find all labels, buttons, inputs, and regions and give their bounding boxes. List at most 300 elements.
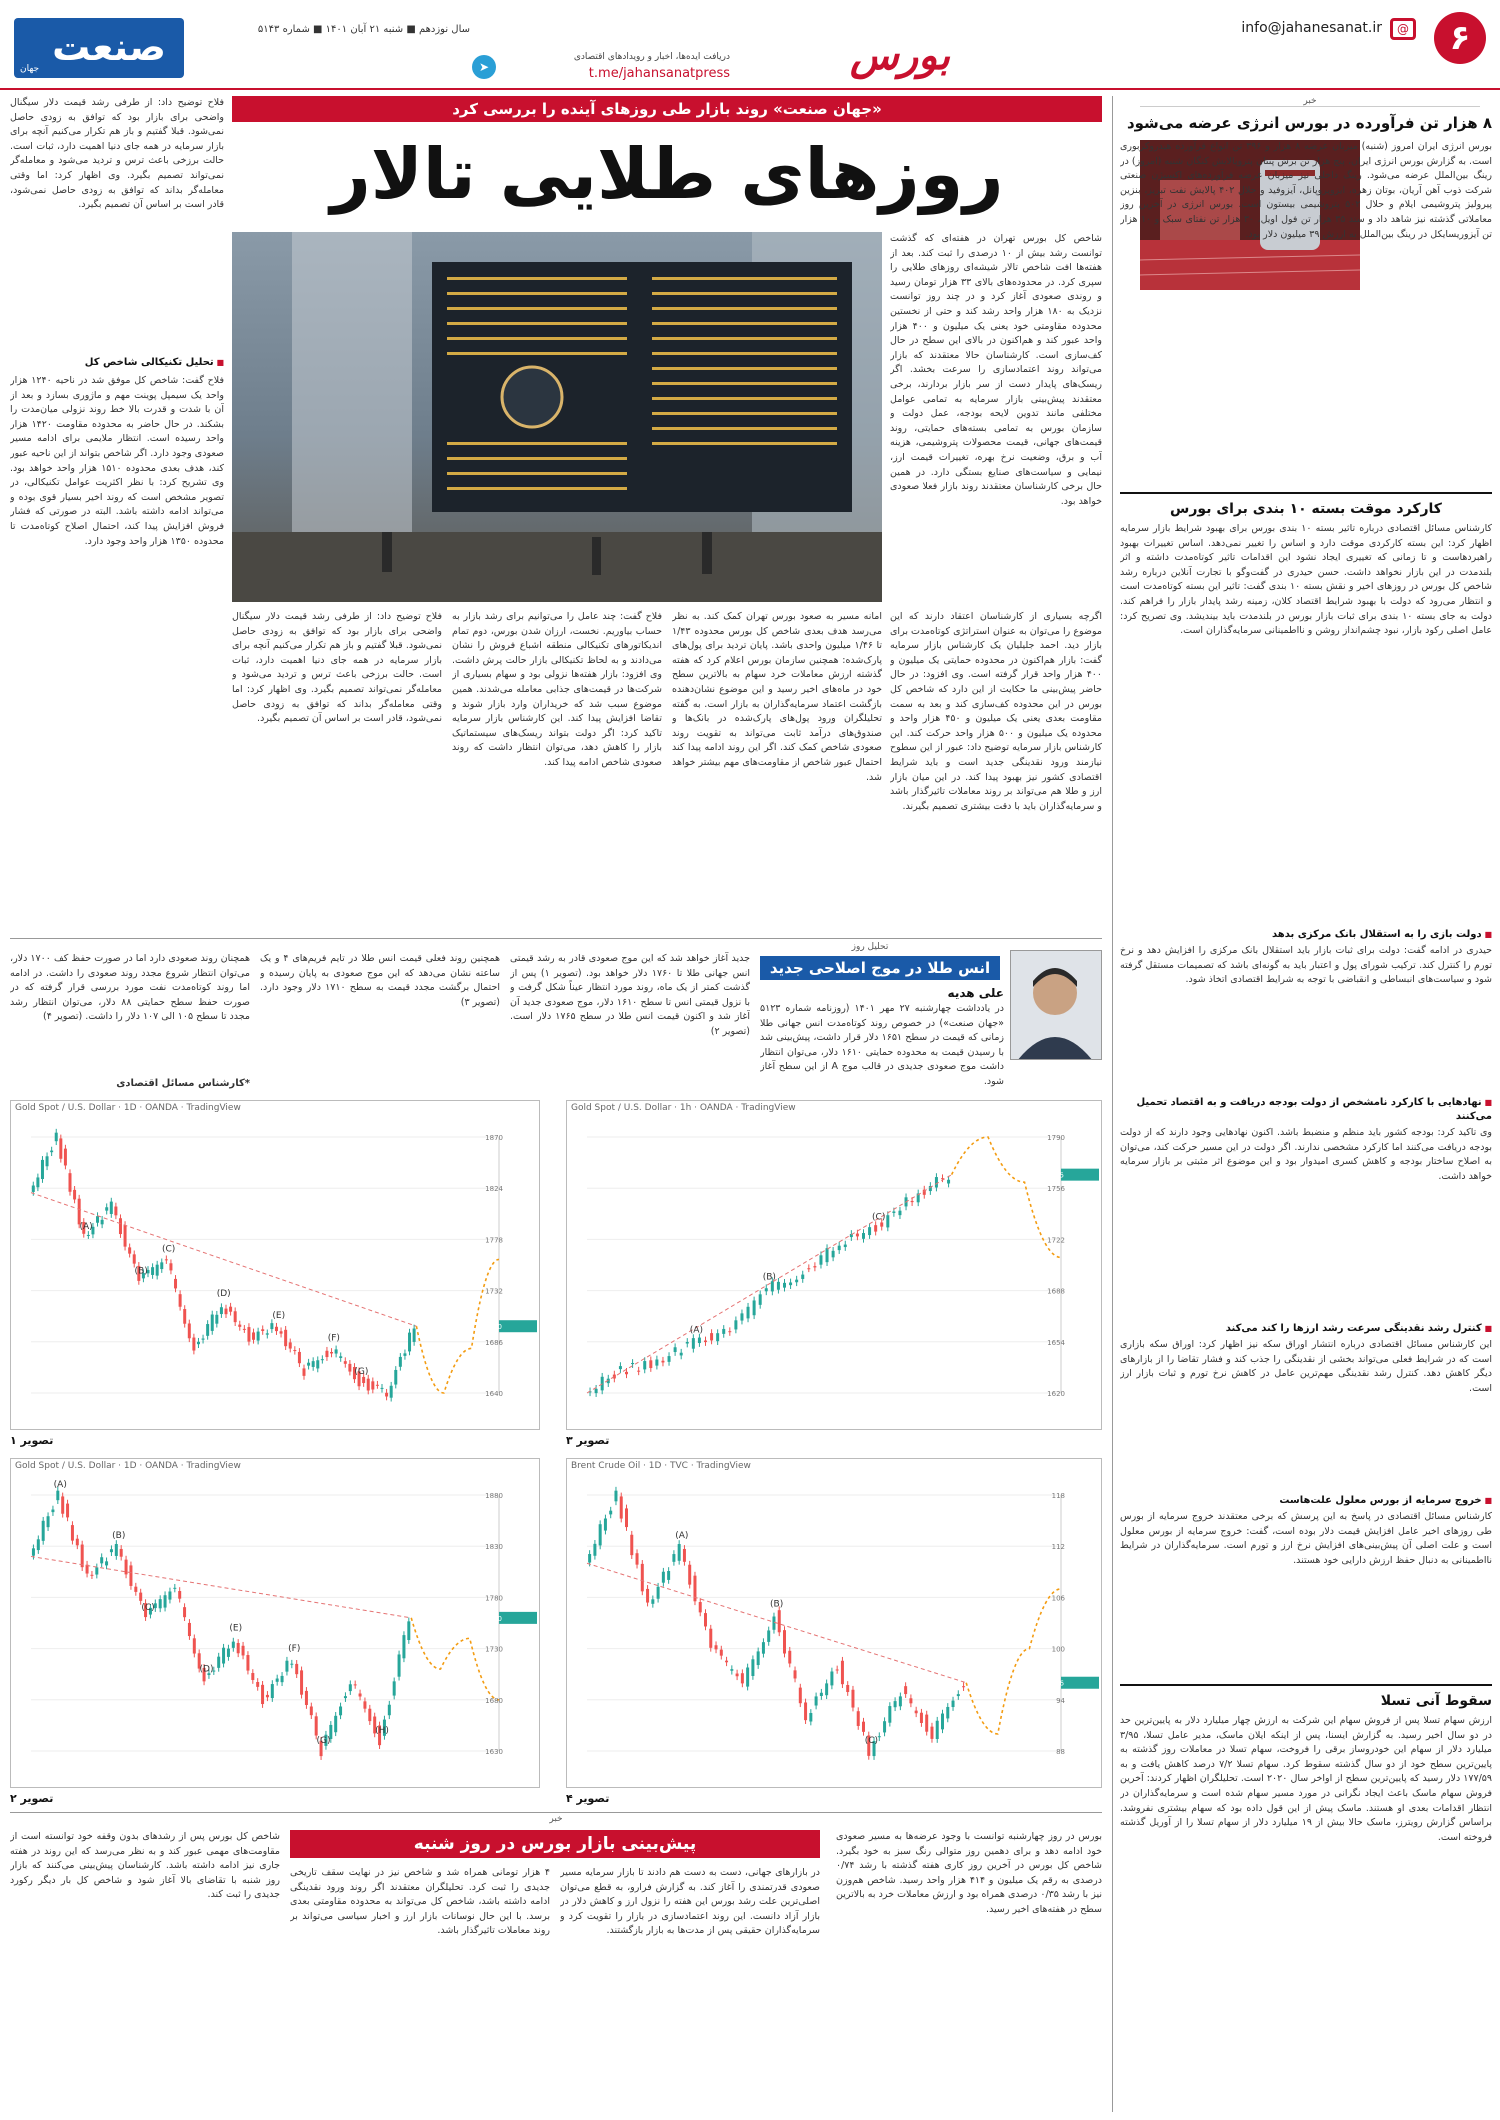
candle-body	[878, 1736, 881, 1737]
wave-label: (B)	[762, 1272, 776, 1283]
candle-body	[962, 1686, 965, 1687]
candle-body	[276, 1679, 279, 1682]
sidebar-subtext-3: این کارشناس مسائل اقتصادی درباره انتشار اوراق سکه نیز اظهار کرد: اوراق سکه بازاری است که در شرایط فعلی می‌تواند بخشی از نقدینگی را جذب کند و فشار تقاضا را از بازارهای دیگر کاهش دهد. کنترل رشد نقدینگی مهم‌ترین عامل در کاهش نرخ تورم و ثبات بازار ارز است.	[1120, 1339, 1492, 1394]
bottom-col-3: ۴ هزار تومانی همراه شد و شاخص نیز در نهایت سقف تاریخی جدیدی را ثبت کرد. تحلیلگران معتقدند اگر روند ورود نقدینگی ادامه داشته باشد، شاخص کل می‌تواند به محدوده مقاومتی بعدی برسد. با این حال نوسانات بازار ارز و اخبار سیاسی می‌تواند بر روند معاملات تاثیرگذار باشد.	[290, 1867, 550, 1937]
candle-body	[261, 1685, 264, 1704]
main-col-c: فلاح گفت: چند عامل را می‌توانیم برای رشد بازار به حساب بیاوریم. نخست، ارزان شدن بورس، دوم تمام اندیکاتورهای تکنیکالی منطقه اشباع فروش را نشان می‌دادند و به لحاظ تکنیکالی بازار حالت پرش داشت. وی افزود: بازار هفته‌ها نزولی بود و سهام بسیاری از شرکت‌ها در قیمت‌های جذابی معامله می‌شدند. همین موضوع سبب شد که خریداران وارد بازار شوند و تقاضا افزایش پیدا کند. این کارشناس بازار سرمایه تاکید کرد: اگر دولت بتواند ریسک‌های سیستماتیک بازار را کاهش دهد، می‌توان انتظار داشت که روند صعودی شاخص ادامه پیدا کند.	[452, 611, 662, 768]
candle-body	[139, 1593, 142, 1601]
candle-body	[354, 1684, 357, 1685]
candle-body	[290, 1664, 293, 1665]
candle-body	[183, 1309, 186, 1324]
candle-body	[133, 1254, 136, 1263]
candle-body	[183, 1607, 186, 1617]
sidebar-divider	[1112, 96, 1113, 2112]
candle-body	[232, 1642, 235, 1648]
candle-body	[637, 1371, 640, 1372]
wave-label: (B)	[134, 1266, 148, 1277]
candle-body	[710, 1333, 713, 1340]
candle-body	[349, 1684, 352, 1691]
candle-body	[251, 1673, 254, 1680]
candle-body	[36, 1177, 39, 1187]
candle-body	[868, 1227, 871, 1235]
candle-body	[285, 1661, 288, 1672]
candle-body	[807, 1268, 810, 1269]
candle-body	[704, 1613, 707, 1626]
candle-body	[376, 1385, 379, 1386]
candle-body	[78, 1199, 81, 1225]
candle-body	[799, 1688, 802, 1704]
candle-body	[114, 1207, 117, 1216]
candle-body	[246, 1655, 249, 1671]
candle-body	[32, 1548, 35, 1555]
sidebar-subhead-1: ■ دولت بازی را به استقلال بانک مرکزی بدهد	[1120, 928, 1492, 942]
candle-body	[759, 1294, 762, 1305]
candle-body	[37, 1539, 40, 1550]
candle-body	[105, 1561, 108, 1565]
candle-body	[87, 1235, 90, 1236]
wave-label: (C)	[161, 1244, 176, 1255]
candle-body	[192, 1338, 195, 1351]
sidebar-label-1: خبر	[1140, 96, 1480, 107]
gold-title: انس طلا در موج اصلاحی جدید	[760, 956, 1000, 980]
candle-body	[168, 1591, 171, 1599]
candle-body	[846, 1685, 849, 1692]
news2-text: کارشناس مسائل اقتصادی درباره تاثیر بسته ۱۰ بندی بورس برای بهبود شرایط بازار سرمایه اظهار کرد: این بسته کارکردی موقت دارد و اساس را تغییر نمی‌دهد. اساس تغییرات بهبود راهبردهاست و تا زمانی که تغییری ایجاد نشود این اقدامات تاثیر کوتاه‌مدت داشته و اثر بلندمدت در این بازار نخواهد داشت. حسن حیدری در گفت‌وگو با تجارت آنلاین درباره رشد شاخص کل بورس در روزهای اخیر و نقش بسته ۱۰ بندی گفت: تاثیر این بسته کوتاه‌مدت است و انتظار می‌رود که دولت با بهبود شرایط اقتصاد کلان، زمینه رشد پایدار بازار را فراهم کند. دولت به جای بسته ۱۰ بندی برای ثبات بازار بورس در بلندمدت باید بیندیشد. وی تصریح کرد: عامل اصلی رکود بازار، نبود چشم‌انداز روشن و نااطمینانی سرمایه‌گذاران است.	[1120, 523, 1492, 637]
candle-body	[388, 1705, 391, 1716]
candle-body	[734, 1320, 737, 1329]
price-tick-label: 1824	[485, 1185, 503, 1194]
candle-body	[825, 1683, 828, 1695]
candle-body	[692, 1338, 695, 1349]
trend-channel-line	[31, 1556, 411, 1617]
candle-body	[73, 1190, 76, 1200]
price-tick-label: 1732	[485, 1287, 503, 1296]
candle-body	[952, 1701, 955, 1707]
candle-body	[385, 1393, 388, 1397]
candle-body	[683, 1549, 686, 1562]
candle-body	[55, 1133, 58, 1142]
wave-label: (B)	[112, 1531, 126, 1542]
candle-body	[604, 1519, 607, 1531]
wave-label: (D)	[199, 1664, 214, 1675]
telegram-link[interactable]: t.me/jahansanatpress	[588, 66, 730, 81]
candle-body	[936, 1721, 939, 1739]
candle-body	[957, 1694, 960, 1696]
candle-body	[651, 1599, 654, 1603]
chart-panel-4	[566, 1458, 1102, 1788]
candle-body	[631, 1363, 634, 1364]
candle-body	[753, 1300, 756, 1315]
candle-body	[348, 1364, 351, 1372]
candle-body	[725, 1661, 728, 1663]
candle-body	[715, 1645, 718, 1649]
main-kicker: «جهان صنعت» روند بازار طی روزهای آینده را بررسی کرد	[232, 96, 1102, 122]
price-tick-label: 1756	[1047, 1185, 1065, 1194]
candle-body	[169, 1263, 172, 1270]
candle-body	[588, 1554, 591, 1563]
candle-body	[762, 1642, 765, 1654]
candle-body	[125, 1560, 128, 1575]
chart-3-caption: تصویر ۳	[566, 1434, 610, 1447]
candle-body	[892, 1212, 895, 1213]
trend-channel-line	[31, 1193, 416, 1327]
candle-body	[281, 1676, 284, 1682]
gold-text-3: همچنین روند فعلی قیمت انس طلا در تایم فریم‌های ۴ و یک ساعته نشان می‌دهد که این موج صعودی به پایان رسیده و احتمال برگشت مجدد قیمت به سطح ۱۷۱۰ دلار وجود دارد. (تصویر ۳)	[260, 953, 500, 1008]
exchange-photo-art	[232, 232, 882, 602]
candle-body	[61, 1496, 64, 1513]
chart-2-svg	[11, 1475, 539, 1775]
candle-body	[257, 1332, 260, 1341]
candle-body	[704, 1341, 707, 1343]
candle-body	[129, 1565, 132, 1586]
candle-body	[174, 1279, 177, 1289]
candle-body	[728, 1331, 731, 1332]
candle-body	[298, 1352, 301, 1363]
chart-panel-2	[10, 1458, 540, 1788]
candle-body	[293, 1350, 296, 1351]
last-price-label: 96	[1055, 1679, 1064, 1688]
candle-body	[266, 1695, 269, 1697]
candle-body	[599, 1524, 602, 1545]
candle-body	[655, 1360, 658, 1366]
tech-subhead: ■ تحلیل تکنیکالی شاخص کل	[10, 356, 224, 370]
sidebar-subtext-2: وی تاکید کرد: بودجه کشور باید منظم و منضبط باشد. اکنون نهادهایی وجود دارند که از دولت بودجه دریافت می‌کنند اما کارکرد مشخصی ندارند. اگر دولت در این مسیر حرکت کند، می‌توان به اصلاح ساختار بودجه و کاهش کسری امیدوار بود و این موضوع اثر مثبتی بر بازار سرمایه خواهد داشت.	[1120, 1127, 1492, 1182]
candle-body	[746, 1667, 749, 1686]
candle-body	[789, 1282, 792, 1285]
sidebar-subtext-1: حیدری در ادامه گفت: دولت برای ثبات بازار باید استقلال بانک مرکزی را افزایش دهد و نرخ تورم را کنترل کند. ترکیب شورای پول و اعتبار باید به گونه‌ای باشد که تصمیمات مستقل گرفته شود و سیاست‌های انبساطی و انقباضی با توجه به شرایط اقتصادی اتخاذ شود.	[1120, 945, 1492, 986]
bottom-divider	[10, 1812, 1102, 1813]
candle-body	[371, 1381, 374, 1389]
candle-body	[76, 1539, 79, 1546]
candle-body	[256, 1682, 259, 1687]
candle-body	[252, 1332, 255, 1339]
candle-body	[947, 1180, 950, 1184]
candle-body	[56, 1491, 59, 1500]
page-header	[0, 0, 1500, 90]
wave-label: (A)	[675, 1531, 689, 1542]
chart-4-svg	[567, 1475, 1101, 1775]
chart-1-caption: تصویر ۱	[10, 1434, 54, 1447]
gold-text-2: جدید آغاز خواهد شد که این موج صعودی قادر به رشد قیمتی انس جهانی طلا تا ۱۷۶۰ دلار خواهد بود. (تصویر ۱) پس از گذشت کمتر از یک ماه، روند مورد انتظار عیناً شکل گرفت و با نزول قیمتی انس تا سطح ۱۶۱۰ دلار، موج صعودی جدید آن آغاز شد و اکنون قیمت انس طلا در سطح ۱۷۶۵ دلار است. (تصویر ۲)	[510, 953, 750, 1037]
candle-body	[64, 1149, 67, 1166]
wave-label: (G)	[354, 1366, 369, 1377]
candle-body	[222, 1648, 225, 1664]
price-tick-label: 1730	[485, 1645, 503, 1654]
candle-body	[856, 1234, 859, 1237]
telegram-icon[interactable]: ➤	[472, 55, 496, 79]
candle-body	[206, 1324, 209, 1336]
candle-body	[303, 1368, 306, 1375]
candle-body	[211, 1315, 214, 1331]
candle-body	[925, 1715, 928, 1732]
main-col-b: امانه مسیر به صعود بورس تهران کمک کند. به نظر می‌رسد هدف بعدی شاخص کل بورس محدوده ۱/۴۳ تا ۱/۴۶ میلیون واحدی باشد. پایان تردید برای پول‌های پارک‌شده: همچنین سازمان بورس اعلام کرد که هفته گذشته ارزش معاملات خرد سهام به بالاترین سطح خود در ماه‌های اخیر رسید و این موضوع نشان‌دهنده بازگشت اعتماد سرمایه‌گذاران به بازار است. به گفته تحلیلگران ورود پول‌های پارک‌شده در بانک‌ها و صندوق‌های درآمد ثابت می‌تواند به تقویت روند صعودی شاخص کمک کند. اگر این روند ادامه پیدا کند احتمال عبور شاخص از مقاومت‌های مهم بیشتر خواهد شد.	[672, 611, 882, 783]
candle-body	[722, 1329, 725, 1334]
news1-title: ۸ هزار تن فرآورده در بورس انرژی عرضه می‌شود	[1126, 114, 1492, 132]
exchange-photo	[232, 232, 882, 602]
candle-body	[247, 1327, 250, 1342]
candle-body	[899, 1696, 902, 1706]
candle-body	[716, 1333, 719, 1341]
news2-title: کارکرد موقت بسته ۱۰ بندی برای بورس	[1120, 492, 1492, 518]
candle-body	[96, 1216, 99, 1223]
candle-body	[894, 1701, 897, 1707]
candle-body	[151, 1267, 154, 1275]
candle-body	[100, 1557, 103, 1563]
candle-body	[826, 1248, 829, 1262]
candle-body	[880, 1222, 883, 1226]
candle-body	[316, 1360, 319, 1368]
candle-body	[59, 1138, 62, 1158]
candle-body	[686, 1342, 689, 1344]
candle-body	[105, 1207, 108, 1210]
candle-body	[709, 1629, 712, 1648]
candle-body	[809, 1713, 812, 1722]
price-tick-label: 1688	[1047, 1287, 1065, 1296]
candle-body	[783, 1630, 786, 1653]
price-tick-label: 1686	[485, 1338, 503, 1347]
candle-body	[229, 1307, 232, 1312]
candle-body	[649, 1360, 652, 1368]
candle-body	[227, 1649, 230, 1657]
candle-body	[930, 1727, 933, 1739]
last-price-label: 1760	[484, 1614, 502, 1623]
price-tick-label: 100	[1051, 1645, 1065, 1654]
last-price-tag	[1061, 1169, 1099, 1181]
candle-body	[788, 1651, 791, 1664]
candle-body	[688, 1565, 691, 1585]
candle-body	[69, 1173, 72, 1192]
wave-label: (D)	[216, 1288, 231, 1299]
projection-path	[966, 1589, 1061, 1734]
candle-body	[188, 1623, 191, 1636]
candle-body	[820, 1693, 823, 1696]
candle-body	[668, 1356, 671, 1362]
candle-body	[335, 1349, 338, 1353]
candle-body	[667, 1571, 670, 1580]
author-portrait	[1010, 951, 1101, 1060]
candle-body	[271, 1684, 274, 1698]
gold-text-4: همچنان روند صعودی دارد اما در صورت حفظ کف ۱۷۰۰ دلار، می‌توان انتظار شروع مجدد روند صعودی را داشت. در ادامه اما روند کوتاه‌مدت نفت مورد بررسی قرار گرفته که در صورت حفظ سطح حمایتی ۸۸ دلار، می‌توان انتظار رشد مجدد تا سطح ۱۰۵ الی ۱۰۷ دلار را داشت. (تصویر ۴)	[10, 953, 250, 1023]
candle-body	[698, 1338, 701, 1343]
candle-body	[886, 1215, 889, 1227]
candle-body	[46, 1156, 49, 1166]
candle-body	[403, 1353, 406, 1356]
trend-channel-line	[587, 1563, 966, 1682]
candle-body	[179, 1294, 182, 1307]
candle-body	[595, 1389, 598, 1393]
candle-body	[134, 1587, 137, 1592]
candle-body	[736, 1674, 739, 1677]
news1-text: بورس انرژی ایران امروز (شنبه) میزبان عرضه ۸ هزار و ۳۹۶ تن انواع فرآورده هیدروکربوری است. به گزارش بورس انرژی ایران، پنج هزار تن برش پنتان پتروپالایش کنگان شنبه (امروز) در رینگ بین‌الملل عرضه می‌شود. رینگ داخلی نیز میزبان عرضه فرآورده‌های اکسیژن صنعتی شرکت ذوب آهن آریان، بوتان زهره، ایزوپروپانل، آیزوفید و حلال ۴۰۲ پالایش نفت تبریز، بنزین پیرولیز پتروشیمی ایلام و حلال ۵۰۲ پتروشیمی بیستون است. بورس انرژی در آخرین روز معاملاتی گذشته نیز شاهد داد و ستد ۳۵ هزار تن فول اویل، ۳۰ هزار تن نفتای سبک و ۱۰ هزار تن آیزوریسایکل در رینگ بین‌الملل به ارزش ۳۹ میلیون دلار بود.	[1120, 141, 1492, 240]
candle-body	[661, 1361, 664, 1363]
candle-body	[300, 1670, 303, 1694]
wave-label: (H)	[375, 1725, 389, 1736]
candle-body	[295, 1664, 298, 1674]
candle-body	[699, 1602, 702, 1612]
sidebar-subhead-4: ■ خروج سرمایه از بورس معلول علت‌هاست	[1120, 1494, 1492, 1508]
candle-body	[188, 1323, 191, 1338]
section-title: بورس	[850, 32, 950, 79]
candle-body	[280, 1331, 283, 1333]
price-tick-label: 1640	[485, 1390, 503, 1398]
main-col-c2: فلاح توضیح داد: از طرفی رشد قیمت دلار سیگنال واضحی برای بازار بود که توافق به زودی حاصل نمی‌شود. قبلا گفتیم و باز هم تکرار می‌کنیم آنچه برای بازار سرمایه در همه جای دنیا اهمیت دارد، ثبات است. حالت برزخی باعث ترس و تردید می‌شود و معامله‌گر نمی‌تواند تصمیم بگیرد. وی اظهار کرد: اما وقتی معامله‌گر بداند که توافق به زودی حاصل نمی‌شود، قادر است بر اساس آن تصمیم بگیرد.	[232, 611, 442, 725]
candle-body	[643, 1361, 646, 1369]
candle-body	[119, 1218, 122, 1234]
candle-body	[672, 1554, 675, 1562]
page-number: ۶	[1434, 12, 1486, 64]
candle-body	[95, 1567, 98, 1574]
candle-body	[804, 1702, 807, 1720]
wave-label: (A)	[53, 1480, 67, 1490]
candle-body	[813, 1266, 816, 1267]
masthead-logo-small: جهان	[20, 64, 40, 74]
candle-body	[751, 1659, 754, 1676]
candle-body	[407, 1621, 410, 1640]
price-tick-label: 1870	[485, 1134, 503, 1142]
candle-body	[771, 1281, 774, 1291]
candle-body	[408, 1333, 411, 1352]
bottom-col-1: بورس در روز چهارشنبه توانست با وجود عرضه‌ها به مسیر صعودی خود ادامه دهد و برای دهمین روز متوالی رنگ سبز به خود بگیرد. شاخص کل بورس در آخرین روز کاری هفته گذشته با رشد ۰/۷۴ درصدی به رقم یک میلیون و ۴۱۴ هزار واحد رسید. شاخص هم‌وزن نیز با رشد ۰/۳۵ درصدی همراه بود و ارزش معاملات خرد به بالاترین سطح در هفته‌های اخیر رسید.	[836, 1831, 1102, 1915]
chart-panel-1	[10, 1100, 540, 1430]
candle-body	[836, 1669, 839, 1670]
candle-body	[777, 1282, 780, 1290]
masthead-logo	[14, 18, 184, 78]
candle-body	[844, 1245, 847, 1247]
candle-body	[935, 1177, 938, 1187]
candle-body	[339, 1706, 342, 1715]
candle-body	[164, 1595, 167, 1607]
candle-body	[390, 1386, 393, 1398]
candle-body	[344, 1361, 347, 1364]
candle-body	[678, 1544, 681, 1561]
candle-body	[368, 1709, 371, 1721]
chart-2-title: Gold Spot / U.S. Dollar · 1D · OANDA · TradingView	[15, 1461, 241, 1471]
chart-3-title: Gold Spot / U.S. Dollar · 1h · OANDA · TradingView	[571, 1103, 796, 1113]
candle-body	[225, 1309, 228, 1315]
candle-body	[193, 1638, 196, 1653]
candle-body	[359, 1693, 362, 1696]
candle-body	[334, 1716, 337, 1732]
candle-body	[898, 1211, 901, 1215]
candle-body	[646, 1589, 649, 1603]
candle-body	[51, 1510, 54, 1513]
sidebar-subtext-4: کارشناس مسائل اقتصادی در پاسخ به این پرسش که برخی معتقدند خروج سرمایه از بورس طی روزهای اخیر عامل افزایش قیمت دلار بوده است، گفت: خروج سرمایه از بورس معلول است و علت اصلی آن پیش‌بینی‌های افزایش نرخ ارز و تورم است. سرمایه‌گذاران در شرایط نااطمینانی به دنبال حفظ ارزش دارایی خود هستند.	[1120, 1511, 1492, 1566]
candle-body	[124, 1225, 127, 1247]
candle-body	[815, 1696, 818, 1705]
candle-body	[238, 1325, 241, 1327]
candle-body	[730, 1669, 733, 1671]
candle-body	[874, 1225, 877, 1231]
candle-body	[237, 1643, 240, 1653]
candle-body	[310, 1706, 313, 1715]
candle-body	[398, 1654, 401, 1676]
telegram-caption: دریافت ایده‌ها، اخبار و رویدادهای اقتصادی	[573, 52, 730, 62]
candle-body	[32, 1186, 35, 1192]
price-tick-label: 1778	[485, 1236, 503, 1245]
candle-body	[275, 1327, 278, 1331]
sidebar-subhead-2: ■ نهادهایی با کارکرد نامشخص از دولت بودجه دریافت و به اقتصاد تحمیل می‌کنند	[1120, 1096, 1492, 1124]
candle-body	[819, 1255, 822, 1264]
candle-body	[393, 1681, 396, 1695]
gold-text-1: در یادداشت چهارشنبه ۲۷ مهر ۱۴۰۱ (روزنامه شماره ۵۱۲۳ «جهان صنعت») در خصوص روند کوتاه‌مدت انس جهانی طلا زمانی که قیمت در سطح ۱۶۵۱ دلار قرار داشت، پیش‌بینی شد با رسیدن قیمت به محدوده حمایتی ۱۶۱۰ دلار، می‌توان انتظار داشت موج صعودی جدیدی در قالب موج A از این سطح آغاز شود.	[760, 1003, 1004, 1087]
candle-body	[363, 1701, 366, 1708]
candle-body	[220, 1307, 223, 1314]
candle-body	[120, 1549, 123, 1557]
candle-body	[680, 1353, 683, 1356]
last-price-label: 1700	[484, 1323, 502, 1332]
candle-body	[41, 1160, 44, 1179]
candle-body	[234, 1311, 237, 1322]
candle-body	[904, 1686, 907, 1694]
price-tick-label: 1722	[1047, 1236, 1065, 1245]
candle-body	[862, 1722, 865, 1732]
price-tick-label: 1830	[485, 1543, 503, 1552]
main-headline: روزهای طلایی تالار	[330, 133, 1004, 215]
candle-body	[741, 1673, 744, 1683]
wave-label: (A)	[79, 1222, 93, 1233]
candle-body	[772, 1617, 775, 1630]
candle-body	[101, 1220, 104, 1225]
candle-body	[110, 1549, 113, 1552]
candle-body	[888, 1706, 891, 1723]
last-price-label: 1765	[1046, 1171, 1064, 1180]
candle-body	[747, 1307, 750, 1319]
candle-body	[81, 1545, 84, 1568]
price-tick-label: 1630	[485, 1748, 503, 1756]
wave-label: (E)	[229, 1623, 243, 1634]
candle-body	[765, 1288, 768, 1291]
price-tick-label: 94	[1056, 1696, 1065, 1705]
author-photo	[1010, 950, 1102, 1060]
candle-body	[795, 1280, 798, 1283]
candle-body	[625, 1372, 628, 1374]
projection-path	[411, 1618, 499, 1700]
author-name: علی هدیه	[947, 986, 1004, 1000]
bottom-label: خبر	[549, 1814, 563, 1824]
candle-body	[202, 1339, 205, 1340]
candle-body	[312, 1361, 315, 1367]
candle-body	[217, 1657, 220, 1668]
candle-body	[156, 1265, 159, 1276]
candle-body	[783, 1283, 786, 1288]
email-link[interactable]: info@jahanesanat.ir	[1241, 20, 1382, 36]
candle-body	[720, 1650, 723, 1656]
chart-1-svg	[11, 1117, 539, 1417]
last-price-tag	[499, 1320, 537, 1332]
candle-body	[778, 1610, 781, 1632]
wave-label: (C)	[141, 1602, 155, 1613]
candle-body	[399, 1357, 402, 1367]
candle-body	[178, 1591, 181, 1599]
main-col-a: اگرچه بسیاری از کارشناسان اعتقاد دارند که این موضوع را می‌توان به عنوان استراتژی کوتاه‌مدت برای بازار دید. احمد جلیلیان یک کارشناس بازار سرمایه گفت: بازار هم‌اکنون در محدوده حمایتی یک میلیون و ۴۰۰ هزار واحد قرار گرفته است. وی افزود: در حال حاضر پیش‌بینی ما حکایت از این دارد که شاخص کل بورس در این محدوده کف‌سازی کند و بعد به سمت مقاومت بعدی یعنی یک میلیون و ۴۵۰ هزار واحد و محدوده یک میلیون و ۵۰۰ هزار واحد حرکت کند. این کارشناس بازار سرمایه توضیح داد: عبور از این سطوح نیازمند ورود نقدینگی جدید است و باید شرایط اقتصادی کشور نیز بهبود پیدا کند. در این میان بازار ارز و طلا هم می‌تواند بر روند معاملات تاثیرگذار باشد و سرمایه‌گذاران باید با دقت بیشتری تصمیم بگیرند.	[890, 611, 1102, 812]
bottom-col-4: شاخص کل بورس پس از رشدهای بدون وقفه خود توانسته است از مقاومت‌های مهمی عبور کند و به نظر می‌رسد که این روند در هفته جاری نیز ادامه داشته باشد. کارشناسان پیش‌بینی می‌کنند که بازار روز شنبه با تقاضای بالا آغاز شود و شاخص کل بار دیگر رکورد جدیدی را ثبت کند.	[10, 1831, 280, 1901]
candle-body	[767, 1630, 770, 1641]
candle-body	[339, 1356, 342, 1358]
candle-body	[305, 1691, 308, 1705]
candle-body	[394, 1370, 397, 1385]
candle-body	[315, 1716, 318, 1735]
main-col-d: فلاح توضیح داد: از طرفی رشد قیمت دلار سیگنال واضحی برای بازار بود که توافق به زودی حاصل نمی‌شود. قبلا گفتیم و باز هم تکرار می‌کنیم آنچه برای بازار سرمایه در همه جای دنیا اهمیت دارد، ثبات است. حالت برزخی باعث ترس و تردید می‌شود و معامله‌گر نمی‌تواند تصمیم بگیرد. وی اظهار کرد: اما وقتی معامله‌گر بداند که توافق به زودی حاصل نمی‌شود، قادر است بر اساس آن تصمیم بگیرد.	[10, 97, 224, 211]
candle-body	[941, 1714, 944, 1730]
main-col-d2: فلاح گفت: شاخص کل موفق شد در ناحیه ۱۲۴۰ هزار واحد یک سیمپل پوینت مهم و ماژوری بسازد و بعد از آن با شدت و قدرت بالا خط روند نزولی میان‌مدت را بشکند. در حال حاضر به محدوده مقاومت ۱۴۲۰ هزار واحد رسیده است. انتظار ملایمی برای ادامه مسیر صعودی وجود دارد. اگر شاخص بتواند از این ناحیه عبور کند، هدف بعدی محدوده ۱۵۱۰ هزار واحد خواهد بود. وی تشریح کرد: با نظر اکثریت عوامل تکنیکالی، در تصویر مشخص است که روند اخیر بسیار قوی بوده و می‌تواند ادامه داشته باشد. البته در صورتی که فشار فروش افزایش پیدا کند، احتمال اصلاح کوتاه‌مدت تا محدوده ۱۳۵۰ هزار واحد وجود دارد.	[10, 375, 224, 547]
candle-body	[330, 1352, 333, 1353]
candle-body	[841, 1661, 844, 1684]
candle-body	[801, 1275, 804, 1279]
chart-2-caption: تصویر ۲	[10, 1792, 54, 1805]
price-tick-label: 106	[1051, 1594, 1065, 1603]
candle-body	[911, 1201, 914, 1202]
email-icon: @	[1390, 18, 1416, 40]
